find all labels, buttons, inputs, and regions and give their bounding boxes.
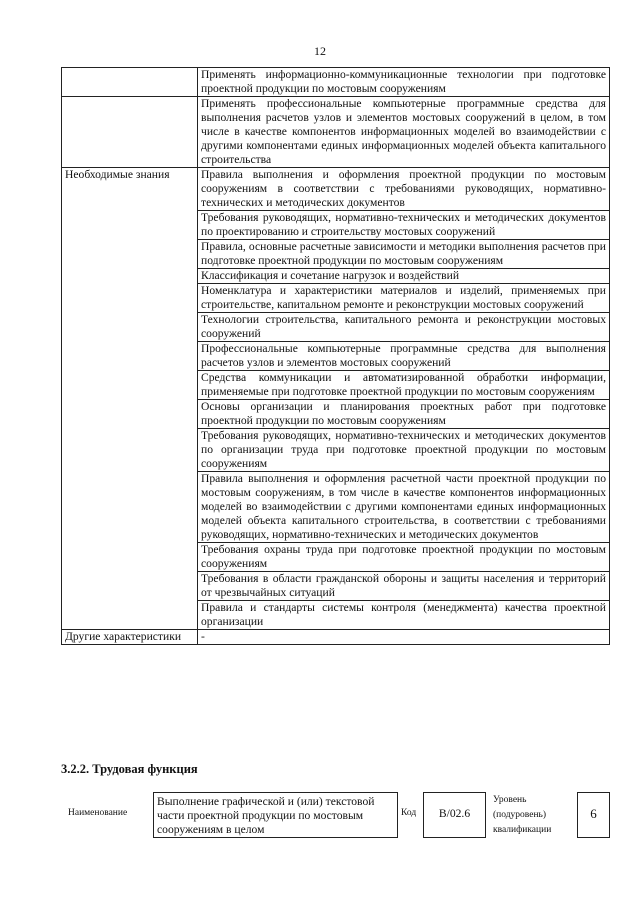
table-row — [62, 97, 610, 168]
row-label-other: Другие характеристики — [62, 630, 198, 645]
row-item — [198, 284, 610, 313]
row-item — [198, 543, 610, 572]
cell-text: Применять информационно-коммуникационные технологии при подготовке проектной продукции по мостовым сооружениям — [201, 68, 606, 95]
row-label-knowledge: Необходимые знания — [62, 168, 198, 630]
cell-text: Технологии строительства, капитального ремонта и реконструкции мостовых сооружений — [201, 313, 606, 340]
row-item — [198, 630, 610, 645]
page-number: 12 — [314, 44, 326, 58]
row-item — [198, 400, 610, 429]
cell-text: - — [201, 630, 205, 643]
section-heading: 3.2.2. Трудовая функция — [61, 762, 198, 776]
labor-function-row — [61, 792, 610, 842]
level-label: Уровень (подуровень) квалификации — [493, 795, 552, 835]
cell-text: Требования охраны труда при подготовке проектной продукции по мостовым сооружениям — [201, 543, 606, 570]
cell-text: Требования руководящих, нормативно-технических и методических документов по проектированию и строительству мостовых сооружений — [201, 211, 606, 238]
cell-text: Требования в области гражданской обороны и защиты населения и территорий от чрезвычайных ситуаций — [201, 572, 606, 599]
table-row — [62, 168, 610, 211]
row-item — [198, 97, 610, 168]
competency-table — [61, 67, 610, 645]
row-item — [198, 211, 610, 240]
name-label: Наименование — [68, 808, 128, 818]
cell-text: Профессиональные компьютерные программные средства для выполнения расчетов узлов и элементов мостовых сооружений — [201, 342, 606, 369]
level-value: 6 — [577, 792, 610, 838]
row-item — [198, 371, 610, 400]
row-label — [62, 68, 198, 97]
code-label: Код — [401, 808, 417, 818]
row-item — [198, 429, 610, 472]
code-value: B/02.6 — [423, 792, 486, 838]
cell-text: Требования руководящих, нормативно-технических и методических документов по организации труда при подготовке проектной продукции по мостовым сооружениям — [201, 429, 606, 470]
cell-text: Применять профессиональные компьютерные программные средства для выполнения расчетов узлов и элементов мостовых сооружений в целом, в том числе в качестве компонентов информационных моделей во взаимодействии с другими компонентами единых информационных моделей объекта капитального строительства — [201, 97, 606, 166]
row-item — [198, 313, 610, 342]
cell-text: Правила, основные расчетные зависимости и методики выполнения расчетов при подготовке проектной продукции по мостовым сооружениям — [201, 240, 606, 267]
row-item — [198, 168, 610, 211]
cell-text: Основы организации и планирования проектных работ при подготовке проектной продукции по мостовым сооружениям — [201, 400, 606, 427]
name-value: Выполнение графической и (или) текстовой части проектной продукции по мостовым сооружениям в целом — [153, 792, 398, 838]
row-item — [198, 572, 610, 601]
row-item — [198, 342, 610, 371]
row-item — [198, 472, 610, 543]
row-item — [198, 240, 610, 269]
row-item — [198, 68, 610, 97]
row-item — [198, 269, 610, 284]
cell-text: Правила и стандарты системы контроля (менеджмента) качества проектной организации — [201, 601, 606, 628]
cell-text: Правила выполнения и оформления расчетной части проектной продукции по мостовым сооружениям, в том числе в качестве компонентов информационных моделей во взаимодействии с другими компонентами единых информационных моделей объекта капитального строительства, в соответствии с требованиями руководящих, нормативно-технических и методических документов — [201, 472, 606, 541]
table-row — [62, 630, 610, 645]
cell-text: Номенклатура и характеристики материалов и изделий, применяемых при строительстве, капитальном ремонте и реконструкции мостовых сооружений — [201, 284, 606, 311]
cell-text: Средства коммуникации и автоматизированной обработки информации, применяемые при подготовке проектной продукции по мостовым сооружениям — [201, 371, 606, 398]
row-item — [198, 601, 610, 630]
cell-text: Классификация и сочетание нагрузок и воздействий — [201, 269, 460, 282]
cell-text: Правила выполнения и оформления проектной продукции по мостовым сооружениям в соответствии с требованиями руководящих, нормативно-технических и методических документов — [201, 168, 606, 209]
table-row — [62, 68, 610, 97]
